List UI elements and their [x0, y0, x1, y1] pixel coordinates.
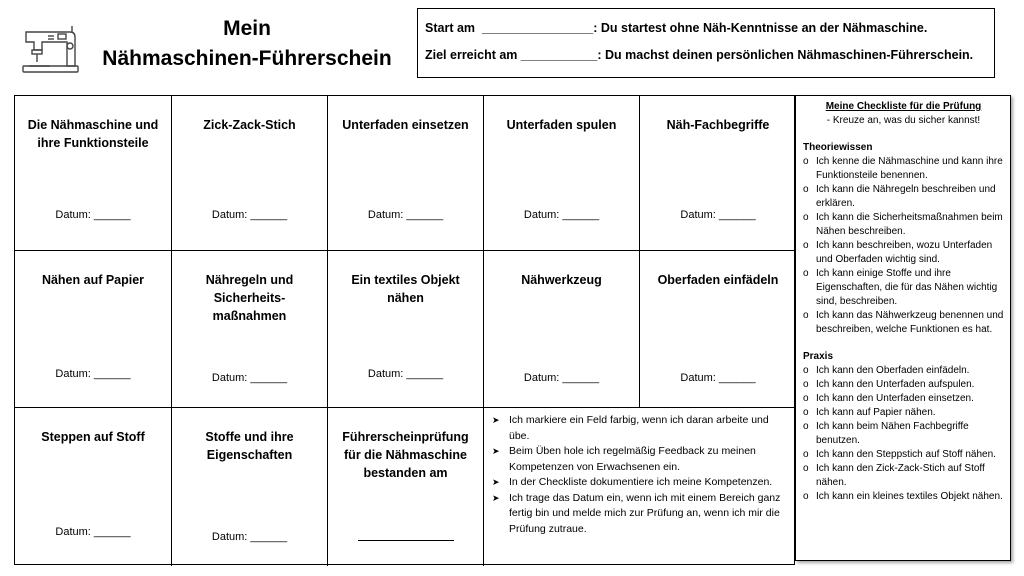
grid-cell[interactable] — [484, 251, 640, 408]
exam-passed-cell[interactable] — [328, 408, 484, 566]
cell-title: Nähwerkzeug — [521, 273, 602, 287]
checklist-item[interactable]: o Ich kann beschreiben, wozu Unterfaden und Oberfaden wichtig sind. — [803, 239, 1004, 267]
cell-title: Näh-Fachbegriffe — [666, 118, 770, 132]
datum-field[interactable]: Datum: ______ — [367, 209, 444, 221]
grid-cell[interactable] — [172, 96, 328, 251]
checklist-item[interactable]: o Ich kann den Unterfaden aufspulen. — [803, 378, 1004, 392]
grid-cell[interactable] — [328, 96, 484, 251]
datum-field[interactable]: Datum: ______ — [211, 531, 288, 543]
grid-cell[interactable] — [15, 251, 172, 408]
grid-cell[interactable] — [15, 96, 172, 251]
datum-field[interactable]: Datum: ______ — [55, 368, 131, 380]
cell-title: Stoffe und ihre Eigenschaften — [205, 430, 294, 462]
datum-field[interactable]: Datum: ______ — [680, 209, 756, 221]
checklist-item[interactable]: o Ich kann den Oberfaden einfädeln. — [803, 364, 1004, 378]
datum-field[interactable]: Datum: ______ — [55, 526, 131, 538]
goal-date-blank[interactable]: ___________ — [520, 48, 598, 62]
sewing-machine-icon — [20, 22, 80, 78]
cell-title: Zick-Zack-Stich — [203, 118, 296, 132]
title-line-1: Mein — [223, 17, 271, 40]
start-goal-box — [417, 8, 995, 78]
checklist-item[interactable]: o Ich kann den Steppstich auf Stoff nähen. — [803, 448, 1004, 462]
checklist-item[interactable]: o Ich kann die Nähregeln beschreiben und erklären. — [803, 183, 1004, 211]
cell-title: Nähen auf Papier — [41, 273, 145, 287]
checklist-subtitle: - Kreuze an, was du sicher kannst! — [826, 115, 981, 126]
start-date-blank[interactable]: ________________ — [481, 21, 594, 35]
grid-cell[interactable] — [328, 251, 484, 408]
checklist-item[interactable]: o Ich kenne die Nähmaschine und kann ihre Funktionsteile benennen. — [803, 155, 1004, 183]
grid-cell[interactable] — [484, 96, 640, 251]
datum-field[interactable]: Datum: ______ — [211, 372, 288, 384]
datum-field[interactable]: Datum: ______ — [367, 368, 444, 380]
practice-heading: Praxis — [803, 351, 834, 362]
grid-cell[interactable] — [640, 251, 796, 408]
skills-grid — [14, 95, 795, 565]
datum-field[interactable]: Datum: ______ — [211, 209, 288, 221]
checklist-item[interactable]: o Ich kann auf Papier nähen. — [803, 406, 1004, 420]
grid-cell[interactable] — [640, 96, 796, 251]
start-text: : Du startest ohne Näh-Kenntnisse an der Nähmaschine. — [593, 21, 928, 35]
cell-title: Oberfaden einfädeln — [657, 273, 779, 287]
title-line-2: Nähmaschinen-Führerschein — [102, 47, 392, 70]
cell-title: Die Nähmaschine und ihre Funktionsteile — [27, 118, 159, 150]
checklist-title: Meine Checkliste für die Prüfung — [825, 101, 982, 112]
instruction-item: ➤ In der Checkliste dokumentiere ich meine Kompetenzen. — [492, 475, 790, 491]
theory-heading: Theoriewissen — [803, 142, 873, 153]
checklist-item[interactable]: o Ich kann den Zick-Zack-Stich auf Stoff nähen. — [803, 462, 1004, 490]
checklist-item[interactable]: o Ich kann den Unterfaden einsetzen. — [803, 392, 1004, 406]
checklist-item[interactable]: o Ich kann das Nähwerkzeug benennen und beschreiben, welche Funktionen es hat. — [803, 309, 1004, 337]
goal-text: : Du machst deinen persönlichen Nähmaschinen-Führerschein. — [597, 48, 974, 62]
checklist-item[interactable]: o Ich kann die Sicherheitsmaßnahmen beim Nähen beschreiben. — [803, 211, 1004, 239]
cell-title: Nähregeln und Sicherheits-maßnahmen — [205, 273, 294, 323]
grid-cell[interactable] — [172, 251, 328, 408]
page-title — [82, 14, 412, 74]
datum-field[interactable]: Datum: ______ — [55, 209, 131, 221]
instruction-item: ➤ Ich markiere ein Feld farbig, wenn ich daran arbeite und übe. — [492, 413, 790, 444]
cell-title: Unterfaden spulen — [506, 118, 617, 132]
datum-field[interactable]: Datum: ______ — [523, 372, 600, 384]
cell-title: Ein textiles Objekt nähen — [351, 273, 460, 305]
goal-label: Ziel erreicht am — [425, 48, 518, 62]
goal-row — [425, 48, 994, 75]
grid-cell[interactable] — [172, 408, 328, 566]
exam-date-line[interactable] — [358, 540, 454, 541]
grid-cell[interactable] — [15, 408, 172, 566]
instruction-item: ➤ Ich trage das Datum ein, wenn ich mit einem Bereich ganz fertig bin und melde mich zur Prüfung an, wenn ich mir die Prüfung zutraue. — [492, 491, 790, 538]
start-label: Start am — [425, 21, 476, 35]
checklist-item[interactable]: o Ich kann einige Stoffe und ihre Eigenschaften, die für das Nähen wichtig sind, beschreiben. — [803, 267, 1004, 309]
checklist-item[interactable]: o Ich kann ein kleines textiles Objekt nähen. — [803, 490, 1004, 504]
checklist-panel — [795, 95, 1011, 561]
checklist-item[interactable]: o Ich kann beim Nähen Fachbegriffe benutzen. — [803, 420, 1004, 448]
instructions-box — [484, 408, 796, 566]
cell-title: Führerscheinprüfung für die Nähmaschine bestanden am — [342, 430, 469, 480]
cell-title: Steppen auf Stoff — [41, 430, 145, 444]
cell-title: Unterfaden einsetzen — [342, 118, 469, 132]
instruction-item: ➤ Beim Üben hole ich regelmäßig Feedback zu meinen Kompetenzen von Erwachsenen ein. — [492, 444, 790, 475]
datum-field[interactable]: Datum: ______ — [523, 209, 600, 221]
datum-field[interactable]: Datum: ______ — [680, 372, 756, 384]
start-row — [425, 21, 994, 48]
